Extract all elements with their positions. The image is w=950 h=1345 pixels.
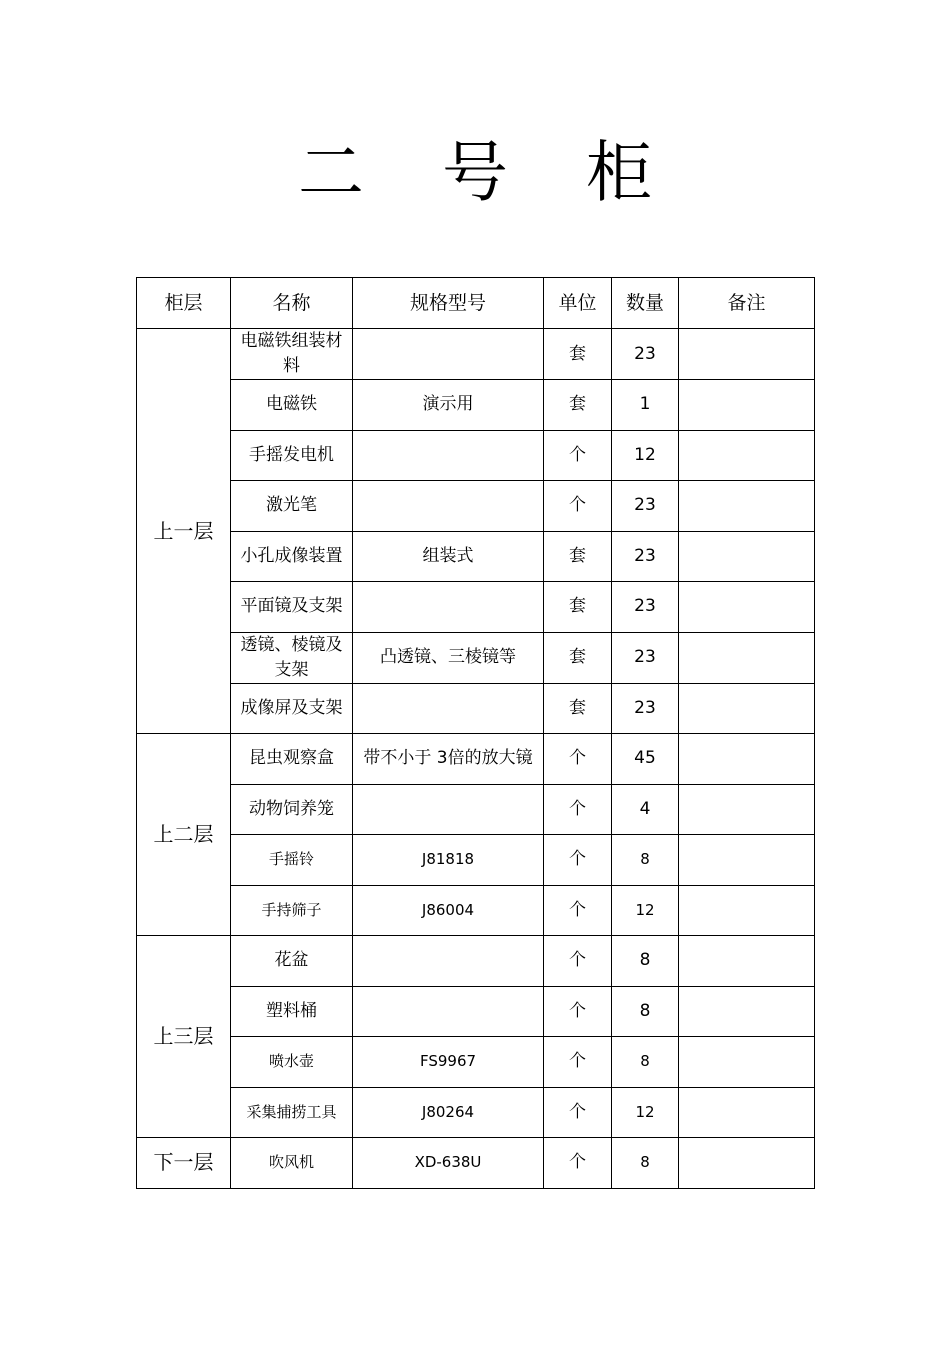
- header-cell-shelf: 柜层: [137, 278, 231, 329]
- name-cell: 成像屏及支架: [231, 683, 353, 734]
- table-row: [137, 936, 815, 987]
- qty-cell: 1: [612, 380, 679, 431]
- name-cell: 手摇铃: [231, 835, 353, 886]
- qty-cell: 23: [612, 582, 679, 633]
- note-cell: [679, 1138, 815, 1189]
- note-cell: [679, 531, 815, 582]
- spec-cell: 凸透镜、三棱镜等: [353, 632, 544, 683]
- qty-cell: 8: [612, 1138, 679, 1189]
- qty-cell: 23: [612, 531, 679, 582]
- name-cell: 电磁铁: [231, 380, 353, 431]
- name-cell: 激光笔: [231, 481, 353, 532]
- spec-cell: [353, 582, 544, 633]
- shelf-cell: 上一层: [137, 329, 231, 734]
- qty-cell: 8: [612, 835, 679, 886]
- spec-cell: J81818: [353, 835, 544, 886]
- unit-cell: 套: [544, 329, 612, 380]
- unit-cell: 套: [544, 531, 612, 582]
- name-cell: 动物饲养笼: [231, 784, 353, 835]
- name-cell: 喷水壶: [231, 1037, 353, 1088]
- table-row: [137, 632, 815, 683]
- note-cell: [679, 936, 815, 987]
- spec-cell: [353, 936, 544, 987]
- header-cell-spec: 规格型号: [353, 278, 544, 329]
- title-char: 二: [298, 134, 364, 211]
- header-cell-note: 备注: [679, 278, 815, 329]
- qty-cell: 45: [612, 734, 679, 785]
- name-cell: 透镜、棱镜及支架: [231, 632, 353, 683]
- name-cell: 手摇发电机: [231, 430, 353, 481]
- unit-cell: 个: [544, 1087, 612, 1138]
- note-cell: [679, 430, 815, 481]
- table-row: [137, 430, 815, 481]
- unit-cell: 套: [544, 632, 612, 683]
- qty-cell: 8: [612, 986, 679, 1037]
- name-cell: 采集捕捞工具: [231, 1087, 353, 1138]
- title-char: 柜: [586, 134, 652, 211]
- name-cell: 小孔成像装置: [231, 531, 353, 582]
- table-row: [137, 380, 815, 431]
- spec-cell: FS9967: [353, 1037, 544, 1088]
- spec-cell: [353, 481, 544, 532]
- unit-cell: 个: [544, 885, 612, 936]
- note-cell: [679, 481, 815, 532]
- name-cell: 电磁铁组装材料: [231, 329, 353, 380]
- qty-cell: 8: [612, 936, 679, 987]
- note-cell: [679, 885, 815, 936]
- qty-cell: 8: [612, 1037, 679, 1088]
- unit-cell: 套: [544, 683, 612, 734]
- name-cell: 塑料桶: [231, 986, 353, 1037]
- table-row: [137, 986, 815, 1037]
- table-body: [137, 329, 815, 1189]
- unit-cell: 个: [544, 430, 612, 481]
- note-cell: [679, 1037, 815, 1088]
- inventory-table: [136, 277, 815, 1189]
- header-cell-unit: 单位: [544, 278, 612, 329]
- table-row: [137, 784, 815, 835]
- name-cell: 吹风机: [231, 1138, 353, 1189]
- name-cell: 花盆: [231, 936, 353, 987]
- table-row: [137, 885, 815, 936]
- spec-cell: [353, 784, 544, 835]
- note-cell: [679, 582, 815, 633]
- shelf-cell: 上二层: [137, 734, 231, 936]
- unit-cell: 个: [544, 986, 612, 1037]
- unit-cell: 套: [544, 582, 612, 633]
- table-row: [137, 1087, 815, 1138]
- qty-cell: 12: [612, 430, 679, 481]
- qty-cell: 12: [612, 1087, 679, 1138]
- page-title: [0, 133, 950, 213]
- header-cell-qty: 数量: [612, 278, 679, 329]
- spec-cell: [353, 986, 544, 1037]
- spec-cell: J86004: [353, 885, 544, 936]
- spec-cell: XD-638U: [353, 1138, 544, 1189]
- note-cell: [679, 835, 815, 886]
- table-row: [137, 481, 815, 532]
- table-row: [137, 734, 815, 785]
- unit-cell: 个: [544, 734, 612, 785]
- note-cell: [679, 784, 815, 835]
- note-cell: [679, 986, 815, 1037]
- header-cell-name: 名称: [231, 278, 353, 329]
- spec-cell: J80264: [353, 1087, 544, 1138]
- qty-cell: 12: [612, 885, 679, 936]
- note-cell: [679, 683, 815, 734]
- qty-cell: 23: [612, 683, 679, 734]
- table-row: [137, 531, 815, 582]
- unit-cell: 套: [544, 380, 612, 431]
- qty-cell: 23: [612, 329, 679, 380]
- table-row: [137, 1138, 815, 1189]
- qty-cell: 23: [612, 481, 679, 532]
- table-row: [137, 835, 815, 886]
- spec-cell: 带不小于 3倍的放大镜: [353, 734, 544, 785]
- unit-cell: 个: [544, 1138, 612, 1189]
- spec-cell: 组装式: [353, 531, 544, 582]
- note-cell: [679, 632, 815, 683]
- shelf-cell: 上三层: [137, 936, 231, 1138]
- unit-cell: 个: [544, 936, 612, 987]
- unit-cell: 个: [544, 835, 612, 886]
- spec-cell: 演示用: [353, 380, 544, 431]
- table-row: [137, 683, 815, 734]
- name-cell: 平面镜及支架: [231, 582, 353, 633]
- unit-cell: 个: [544, 1037, 612, 1088]
- note-cell: [679, 1087, 815, 1138]
- note-cell: [679, 734, 815, 785]
- header-row: [137, 278, 815, 329]
- note-cell: [679, 329, 815, 380]
- table-row: [137, 1037, 815, 1088]
- table-row: [137, 329, 815, 380]
- spec-cell: [353, 683, 544, 734]
- qty-cell: 23: [612, 632, 679, 683]
- unit-cell: 个: [544, 784, 612, 835]
- name-cell: 手持筛子: [231, 885, 353, 936]
- unit-cell: 个: [544, 481, 612, 532]
- note-cell: [679, 380, 815, 431]
- name-cell: 昆虫观察盒: [231, 734, 353, 785]
- qty-cell: 4: [612, 784, 679, 835]
- spec-cell: [353, 430, 544, 481]
- table-row: [137, 582, 815, 633]
- shelf-cell: 下一层: [137, 1138, 231, 1189]
- spec-cell: [353, 329, 544, 380]
- title-char: 号: [442, 134, 508, 211]
